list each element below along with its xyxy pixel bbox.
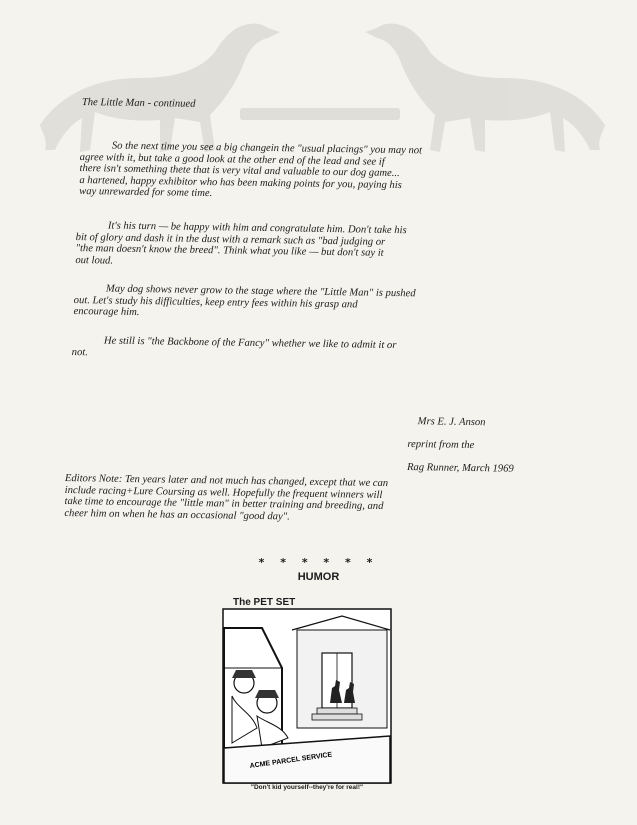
separator-stars: * * * * * *: [258, 556, 379, 569]
page-header: The Little Man - continued: [81, 97, 196, 110]
cartoon-image: [222, 608, 392, 784]
editors-note: Editors Note: Ten years later and not much has changed, except that we can include racing+Lure Coursing as well. Hopefully the frequent winners will take time to encourage the "little man" in better training and breeding, and cheer him on when he has an occasional "good day".: [64, 473, 389, 523]
section-title-humor: HUMOR: [297, 571, 340, 583]
signature-block: [407, 404, 515, 487]
signature-reprint: reprint from the: [407, 438, 475, 451]
paragraph-2: It's his turn — be happy with him and congratulate him. Don't take his bit of glory and dash it in the dust with a remark such as "bad judging or "the man doesn't know the breed". Think what you like — but don't say it out loud.: [75, 220, 407, 267]
signature-name: Mrs E. J. Anson: [417, 415, 486, 428]
paragraph-1: So the next time you see a big changein the "usual placings" you may not agree with it, but take a good look at the other end of the lead and see if there isn't something thete that is very vital and valuable to our dog game... a hartened, happy exhibitor who has been making points for you, paying his way unrewarded for some time.: [79, 140, 423, 200]
truck-label: ACME PARCEL SERVICE: [249, 751, 333, 770]
cartoon-caption: "Don't kid yourself--they're for real!": [250, 784, 364, 791]
cartoon-title: The PET SET: [233, 597, 296, 608]
signature-source: Rag Runner, March 1969: [406, 461, 514, 475]
paragraph-4: He still is "the Backbone of the Fancy" whether we like to admit it or not.: [71, 335, 397, 358]
paragraph-3: May dog shows never grow to the stage where the "Little Man" is pushed out. Let's study his difficulties, keep entry fees within his grasp and encourage him.: [73, 283, 416, 319]
